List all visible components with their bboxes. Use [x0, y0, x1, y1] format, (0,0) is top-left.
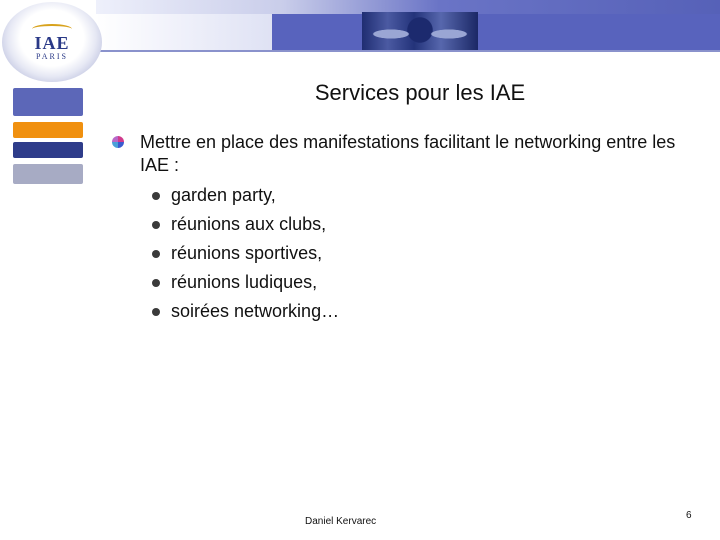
side-tab-grey	[13, 164, 83, 184]
sub-bullet-text: soirées networking…	[171, 301, 340, 321]
sub-bullet-text: réunions ludiques,	[171, 272, 318, 292]
sub-bullet-text: réunions sportives,	[171, 243, 323, 263]
slide-title: Services pour les IAE	[314, 80, 526, 105]
globe-bullet-icon	[112, 136, 124, 148]
header-divider	[96, 50, 720, 52]
header-band-blue	[272, 14, 720, 50]
dot-bullet-icon	[152, 221, 160, 229]
sub-bullet-text: garden party,	[171, 185, 276, 205]
header-band-light	[96, 14, 272, 50]
dot-bullet-icon	[152, 192, 160, 200]
page-number: 6	[686, 510, 692, 521]
sub-bullet-text: réunions aux clubs,	[171, 214, 327, 234]
logo-subtext: PARIS	[36, 51, 68, 61]
side-tab-blue	[13, 88, 83, 116]
main-bullet-text: Mettre en place des manifestations facilitant le networking entre les IAE :	[140, 132, 676, 175]
dot-bullet-icon	[152, 308, 160, 316]
side-tab-dark-blue	[13, 142, 83, 158]
logo-arc	[32, 24, 72, 34]
dot-bullet-icon	[152, 250, 160, 258]
header-photo	[362, 12, 478, 52]
side-tab-orange	[13, 122, 83, 138]
logo-text: IAE	[34, 32, 70, 53]
footer-author: Daniel Kervarec	[305, 516, 377, 527]
iae-paris-logo	[2, 2, 102, 82]
dot-bullet-icon	[152, 279, 160, 287]
